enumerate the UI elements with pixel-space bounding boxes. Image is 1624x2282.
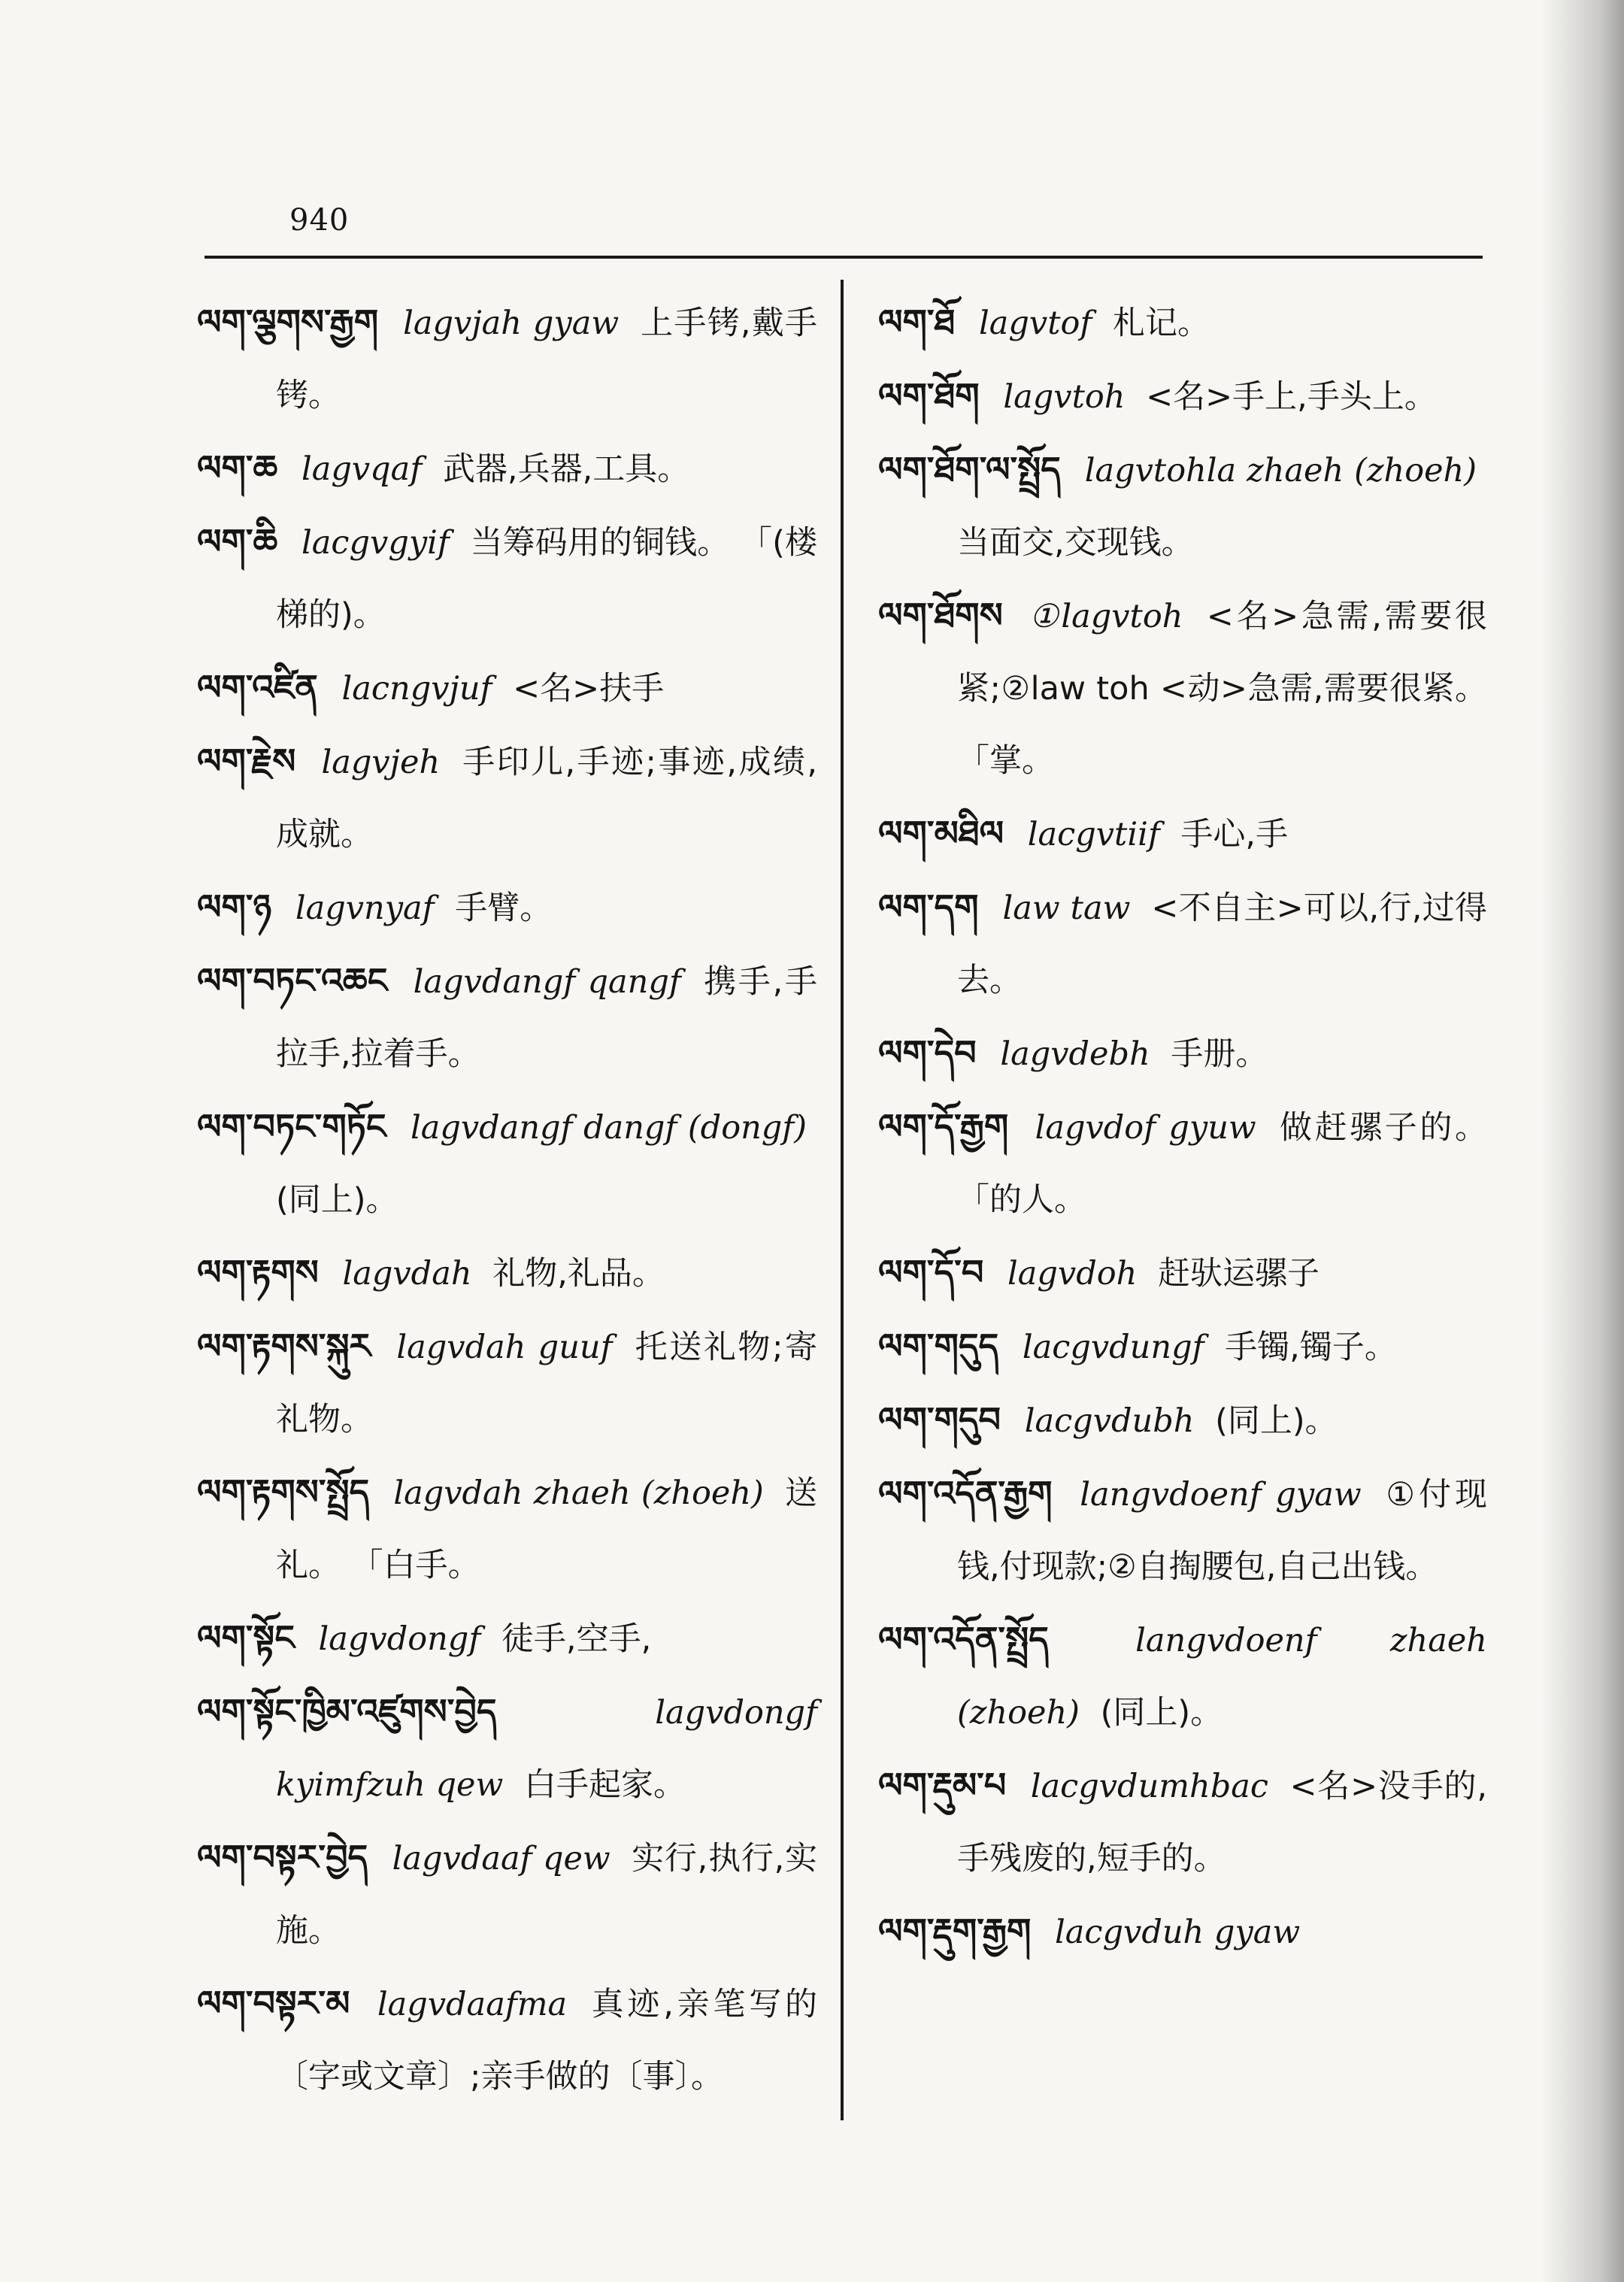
entry-gloss: 当筹码用的铜钱。 「(楼梯的)。 (276, 524, 818, 634)
entry-headword: ལག་འདོན་སྤྲོད (878, 1619, 1049, 1659)
entry-romanization: lacgvdubh (1024, 1402, 1195, 1440)
dictionary-entry (878, 1749, 1487, 1895)
entry-headword: ལག་རྟགས་སྤྲོད (197, 1471, 370, 1512)
page-number: 940 (289, 203, 350, 238)
entry-gloss: (同上)。 (1215, 1402, 1338, 1440)
dictionary-entry (197, 1456, 817, 1602)
entry-romanization: lagvdah (342, 1255, 472, 1293)
entry-gloss: 徒手,空手, (501, 1620, 652, 1658)
entry-romanization: lacgvgyif (301, 524, 450, 562)
entry-romanization: lagvnyaf (295, 889, 435, 927)
entry-romanization: lacngvjuf (341, 670, 492, 708)
entry-gloss: 当面交,交现钱。 (957, 524, 1194, 562)
dictionary-entry (878, 1090, 1487, 1236)
dictionary-entry (197, 871, 817, 944)
entry-gloss: ①付现钱,付现款;②自掏腰包,自己出钱。 (957, 1476, 1487, 1586)
entry-gloss: 上手铐,戴手铐。 (276, 305, 817, 414)
dictionary-entry (197, 432, 817, 505)
entry-headword: ལག་བཏང་གཏོང (197, 1106, 386, 1147)
entry-headword: ལག་རྟགས (197, 1252, 319, 1293)
entry-romanization: lagvtohla zhaeh (zhoeh) (1084, 452, 1477, 489)
entry-romanization: lagvtoh (1003, 378, 1126, 416)
entry-headword: ལག་སྟོང (197, 1617, 295, 1658)
entry-romanization: lacgvdumhbac (1030, 1768, 1268, 1805)
entry-gloss: 白手起家。 (523, 1766, 686, 1804)
entry-headword: ལག་ཉ (197, 886, 272, 927)
entry-gloss: (同上)。 (1100, 1694, 1223, 1732)
entry-gloss: <名>扶手 (513, 670, 665, 708)
entry-gloss: (同上)。 (276, 1181, 398, 1219)
entry-romanization: ①lagvtoh (1029, 598, 1183, 635)
entry-gloss: 手印儿,手迹;事迹,成绩,成就。 (276, 744, 817, 853)
header-rule (205, 256, 1483, 259)
entry-headword: ལག་གདུད (878, 1326, 999, 1366)
entry-headword: ལག་དེབ (878, 1032, 977, 1073)
entry-romanization: lacgvtiif (1027, 816, 1160, 853)
entry-headword: ལག་ལྕགས་རྒྱག (197, 302, 379, 342)
dictionary-entry (197, 1675, 817, 1821)
entry-romanization: lacgvduh gyaw (1055, 1914, 1301, 1951)
entry-headword: ལག་ཐོ (878, 302, 956, 342)
dictionary-entry (878, 1310, 1487, 1383)
entry-romanization: lagvdof gyuw (1035, 1109, 1256, 1147)
entry-headword: ལག་རྡུམ་པ (878, 1765, 1007, 1805)
entry-romanization: lagvdah guuf (396, 1329, 613, 1366)
entry-romanization: lagvtof (978, 305, 1092, 342)
entry-gloss: 札记。 (1112, 305, 1210, 342)
entry-headword: ལག་རྡུག་རྒྱག (878, 1911, 1032, 1951)
entry-gloss: 手册。 (1171, 1035, 1268, 1073)
entry-gloss: 武器,兵器,工具。 (442, 450, 690, 488)
entry-romanization: lagvdoh (1007, 1255, 1138, 1293)
entry-gloss: 实行,执行,实施。 (276, 1840, 817, 1950)
entry-headword: ལག་འཛིན (197, 667, 318, 708)
entry-headword: ལག་ཐོགས (878, 595, 1003, 635)
entry-gloss: <不自主>可以,行,过得去。 (957, 889, 1487, 999)
entry-romanization: lagvjah gyaw (403, 305, 620, 342)
entry-romanization: lagvdongf (318, 1620, 481, 1658)
entry-headword: ལག་དོ་བ (878, 1252, 984, 1293)
entry-gloss: 真迹,亲笔写的〔字或文章〕;亲手做的〔事〕。 (276, 1986, 817, 2096)
right-column (878, 286, 1487, 1968)
entry-headword: ལག་བསྟར་བྱེད (197, 1837, 368, 1877)
dictionary-entry (197, 1236, 817, 1310)
entry-romanization: langvdoenf gyaw (1080, 1476, 1362, 1514)
entry-gloss: 手臂。 (455, 889, 553, 927)
entry-headword: ལག་ཆི (197, 521, 278, 562)
entry-gloss: 做赶骡子的。 「的人。 (957, 1109, 1488, 1219)
entry-headword: ལག་མཐིལ (878, 813, 1004, 853)
dictionary-entry (197, 651, 817, 725)
entry-gloss: 礼物,礼品。 (492, 1255, 665, 1293)
entry-headword: ལག་གདུབ (878, 1399, 1001, 1440)
entry-headword: ལག་སྟོང་ཁྱིམ་འཛུགས་བྱེད (197, 1691, 497, 1732)
dictionary-entry (878, 1017, 1487, 1090)
entry-headword: ལག་དག (878, 886, 979, 927)
dictionary-entry (878, 1236, 1487, 1310)
entry-romanization: lagvdebh (1000, 1035, 1150, 1073)
entry-romanization: lagvdangf qangf (413, 963, 681, 1001)
entry-headword: ལག་བཏང་འཆང (197, 960, 388, 1001)
dictionary-entry (878, 871, 1487, 1017)
dictionary-entry (878, 1603, 1487, 1749)
dictionary-entry (197, 505, 817, 651)
dictionary-entry (197, 1310, 817, 1456)
dictionary-entry (878, 579, 1487, 797)
dictionary-entry (197, 944, 817, 1090)
entry-gloss: 手镯,镯子。 (1225, 1329, 1397, 1366)
entry-gloss: 手心,手 (1180, 816, 1289, 853)
entry-romanization: law taw (1002, 889, 1131, 927)
dictionary-entry (878, 1895, 1487, 1968)
entry-gloss: <名>没手的,手残废的,短手的。 (957, 1768, 1487, 1877)
entry-romanization: langvdoenf zhaeh (zhoeh) (957, 1622, 1487, 1732)
entry-romanization: lagvqaf (301, 450, 423, 488)
dictionary-entry (197, 1602, 817, 1675)
dictionary-entry (197, 1967, 817, 2113)
entry-romanization: lacgvdungf (1022, 1329, 1204, 1366)
entry-gloss: 携手,手拉手,拉着手。 (276, 963, 818, 1073)
entry-headword: ལག་རྗེས (197, 741, 296, 781)
entry-gloss: <名>手上,手头上。 (1146, 378, 1437, 416)
entry-romanization: lagvdaafma (377, 1986, 568, 2023)
entry-romanization: lagvdaaf qew (392, 1840, 611, 1877)
entry-gloss: 托送礼物;寄礼物。 (276, 1329, 818, 1438)
entry-gloss: 送礼。 「白手。 (276, 1474, 817, 1584)
dictionary-entry (197, 1090, 817, 1236)
entry-headword: ལག་ཆ (197, 447, 278, 488)
dictionary-entry (878, 797, 1487, 871)
dictionary-entry (878, 359, 1487, 433)
dictionary-entry (878, 1457, 1487, 1603)
entry-headword: ལག་ཐོག (878, 375, 980, 416)
entry-headword: ལག་འདོན་རྒྱག (878, 1473, 1053, 1514)
dictionary-entry (197, 286, 817, 432)
entry-headword: ལག་རྟགས་སྐུར (197, 1326, 371, 1366)
entry-romanization: lagvjeh (321, 744, 441, 781)
entry-romanization: lagvdongf kyimfzuh qew (276, 1694, 817, 1804)
dictionary-entry (878, 286, 1487, 359)
entry-gloss: <名>急需,需要很紧;②law toh <动>急需,需要很紧。 「掌。 (957, 598, 1487, 780)
dictionary-entry (878, 1383, 1487, 1457)
entry-romanization: lagvdangf dangf (dongf) (410, 1109, 807, 1147)
entry-headword: ལག་བསྟར་མ (197, 1983, 350, 2023)
dictionary-entry (197, 1821, 817, 1967)
dictionary-entry (197, 725, 817, 871)
column-divider (841, 280, 844, 2120)
entry-gloss: 赶驮运骡子 (1157, 1255, 1320, 1293)
entry-headword: ལག་དོ་རྒྱག (878, 1106, 1009, 1147)
page-edge-shadow (1541, 0, 1624, 2282)
entry-headword: ལག་ཐོག་ལ་སྤྲོད (878, 449, 1061, 489)
entry-romanization: lagvdah zhaeh (zhoeh) (393, 1474, 764, 1512)
left-column (197, 286, 817, 2113)
dictionary-entry (878, 433, 1487, 579)
